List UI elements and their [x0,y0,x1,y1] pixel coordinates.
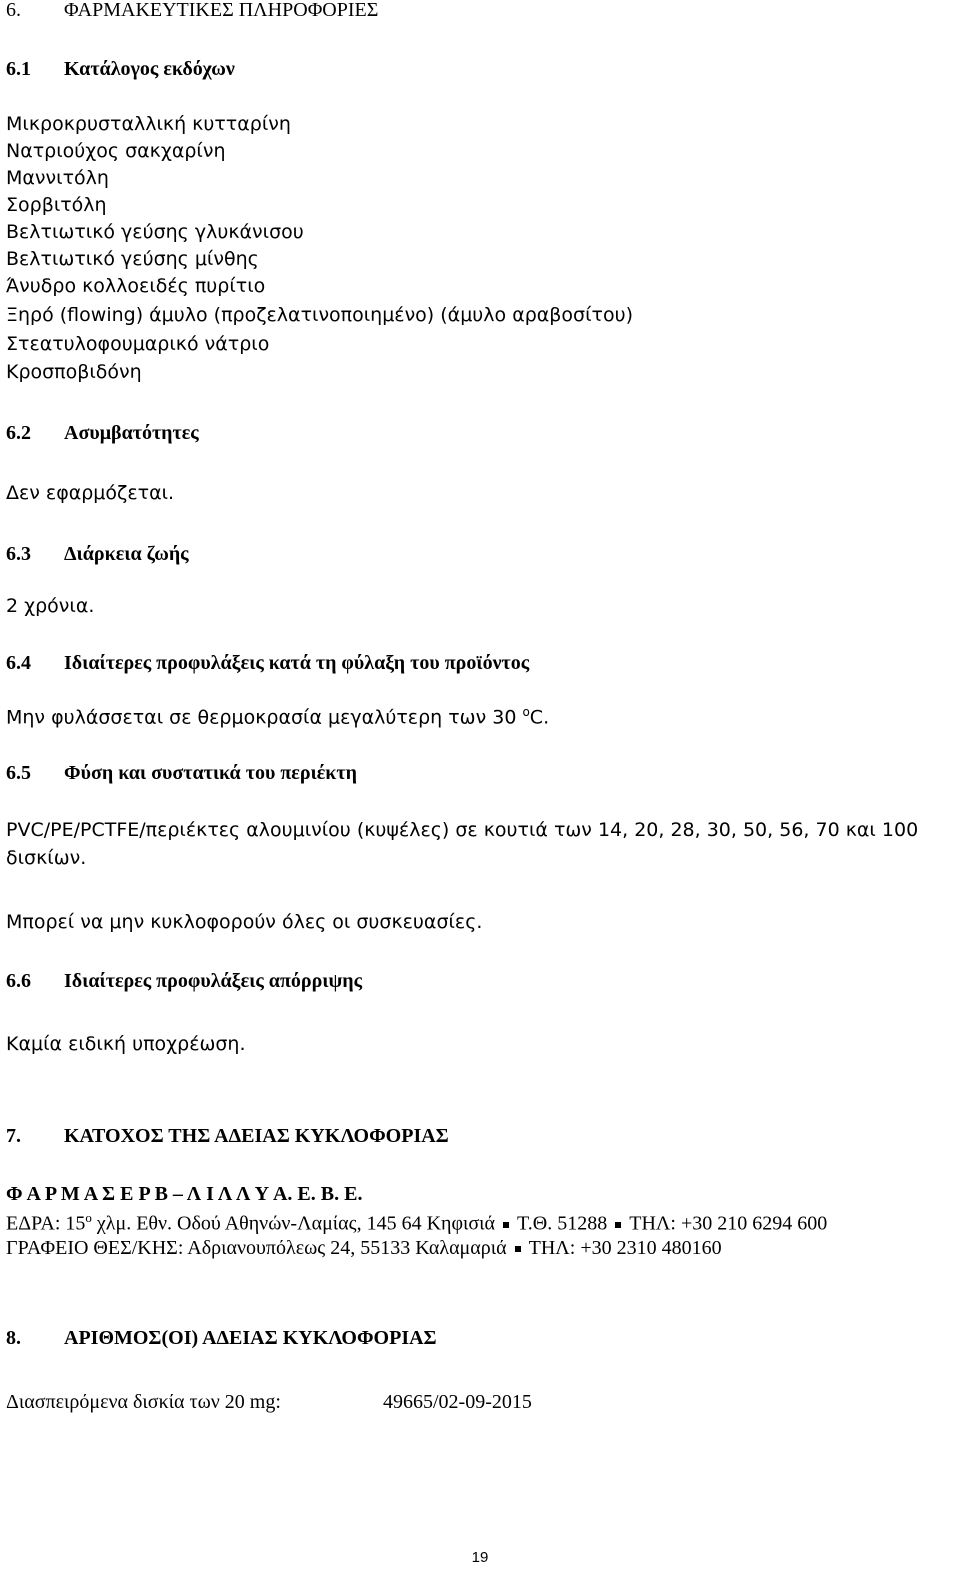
storage-text [6,706,549,727]
section-7-heading [6,1126,449,1146]
bullet-icon [515,1246,521,1252]
authorisation-number: 49665/02-09-2015 [383,1391,532,1413]
shelf-life-text: 2 χρόνια. [6,595,95,617]
subsection-6-2-heading [6,423,199,443]
section-title: Κατάλογος εκδόχων [64,58,235,80]
po-box: Τ.Θ. 51288 [517,1212,608,1235]
subsection-6-1-heading [6,59,235,79]
section-title: ΚΑΤΟΧΟΣ ΤΗΣ ΑΔΕΙΑΣ ΚΥΚΛΟΦΟΡΙΑΣ [64,1125,449,1147]
section-number: 8. [6,1327,21,1349]
section-6-heading [6,0,378,20]
bullet-icon [503,1222,509,1228]
section-title: ΦΑΡΜΑΚΕΥΤΙΚΕΣ ΠΛΗΡΟΦΟΡΙΕΣ [64,0,379,21]
phone-number: ΤΗΛ: +30 2310 480160 [528,1237,722,1259]
bullet-icon [615,1222,621,1228]
list-item: Βελτιωτικό γεύσης μίνθης [6,248,259,270]
section-number: 6.2 [6,422,31,444]
container-text-line-2: δισκίων. [6,847,87,869]
section-title: Ιδιαίτερες προφυλάξεις κατά τη φύλαξη του προϊόντος [64,652,530,674]
list-item: Νατριούχος σακχαρίνη [6,140,226,162]
phone-number: ΤΗΛ: +30 210 6294 600 [629,1212,828,1235]
address-line-1 [6,1211,827,1234]
km-superscript: ο [85,1210,92,1225]
section-title: Διάρκεια ζωής [64,543,189,565]
section-title: Ασυμβατότητες [64,422,199,444]
container-text-line-1: PVC/PE/PCTFE/περιέκτες αλουμινίου (κυψέλες) σε κουτιά των 14, 20, 28, 30, 50, 56, 70 και 100 [6,819,919,841]
section-number: 6.1 [6,58,31,80]
list-item: Βελτιωτικό γεύσης γλυκάνισου [6,221,304,243]
disposal-text: Καμία ειδική υποχρέωση. [6,1033,246,1055]
section-number: 6.6 [6,970,31,992]
list-item: Μαννιτόλη [6,167,109,189]
list-item: Σορβιτόλη [6,194,107,216]
section-title: Ιδιαίτερες προφυλάξεις απόρριψης [64,970,363,992]
authorisation-label: Διασπειρόμενα δισκία των 20 mg: [6,1391,281,1413]
degree-superscript: o [522,705,530,719]
list-item: Άνυδρο κολλοειδές πυρίτιο [6,275,266,297]
subsection-6-3-heading [6,544,189,564]
section-number: 6.5 [6,762,31,784]
list-item: Στεατυλοφουμαρικό νάτριο [6,333,270,355]
section-number: 6.3 [6,543,31,565]
list-item: Κροσποβιδόνη [6,361,142,383]
address-street: χλμ. Εθν. Οδού Αθηνών-Λαμίας, 145 64 Κηφισιά [91,1212,496,1235]
company-name: Φ Α Ρ Μ Α Σ Ε Ρ Β – Λ Ι Λ Λ Υ Α. Ε. Β. Ε. [6,1183,363,1205]
section-number: 6.4 [6,652,31,674]
section-title: ΑΡΙΘΜΟΣ(ΟΙ) ΑΔΕΙΑΣ ΚΥΚΛΟΦΟΡΙΑΣ [64,1327,437,1349]
incompatibilities-text: Δεν εφαρμόζεται. [6,482,175,504]
subsection-6-4-heading [6,653,529,673]
list-item: Μικροκρυσταλλική κυτταρίνη [6,113,291,135]
address-line-2 [6,1238,722,1258]
section-title: Φύση και συστατικά του περιέκτη [64,762,357,784]
storage-text-unit: C. [529,706,550,729]
page-number: 19 [471,1549,489,1566]
section-8-heading [6,1328,437,1348]
section-number: 6. [6,0,21,21]
address-seat: ΕΔΡΑ: 15 [6,1212,86,1235]
section-number: 7. [6,1125,21,1147]
storage-text-main: Μην φυλάσσεται σε θερμοκρασία μεγαλύτερη των 30 [6,706,523,729]
authorisation-row [6,1391,532,1413]
packs-availability-text: Μπορεί να μην κυκλοφορούν όλες οι συσκευασίες. [6,911,483,933]
office-address: ΓΡΑΦΕΙΟ ΘΕΣ/ΚΗΣ: Αδριανουπόλεως 24, 55133 Καλαμαριά [6,1237,507,1259]
list-item: Ξηρό (flowing) άμυλο (προζελατινοποιημένο) (άμυλο αραβοσίτου) [6,304,633,326]
subsection-6-6-heading [6,971,362,991]
subsection-6-5-heading [6,763,357,783]
